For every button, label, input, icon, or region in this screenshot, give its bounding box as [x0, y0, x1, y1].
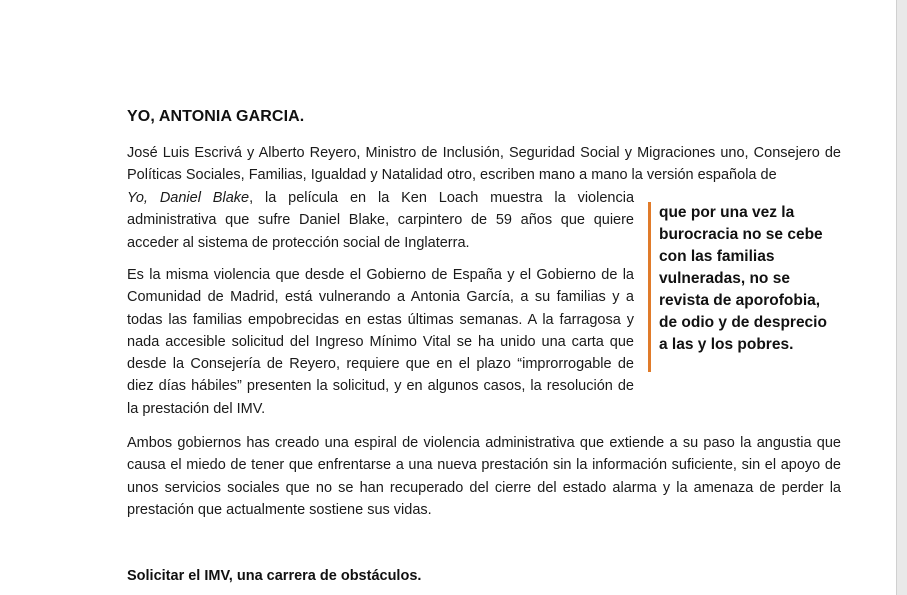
paragraph-governments: Ambos gobiernos has creado una espiral de violencia administrativa que extiende a su paso la angustia que causa el miedo de tener que enfrentarse a una nueva prestación sin la información suficiente, sin el apoyo de unos servicios sociales que no se han recuperado del cierre del estado alarma y la amenaza de perder la prestación que actualmente sostiene sus vidas.	[127, 435, 841, 518]
film-title: Yo, Daniel Blake	[127, 190, 250, 206]
paragraph-violence: Es la misma violencia que desde el Gobierno de España y el Gobierno de la Comunidad de Madrid, está vulnerando a Antonia García, a su familias y a todas las familias empobrecidas en estas últimas semanas. A la farragosa y nada accesible solicitud del Ingreso Mínimo Vital se ha unido una carta que desde la Consejería de Reyero, requiere que en el plazo “improrrogable de diez días hábiles” presenten la solicitud, y en algunos casos, la resolución de la prestación del IMV.	[127, 267, 634, 417]
paragraph-intro: José Luis Escrivá y Alberto Reyero, Ministro de Inclusión, Seguridad Social y Migraciones uno, Consejero de Políticas Sociales, Familias, Igualdad y Natalidad otro, escriben mano a mano la versión española de	[127, 145, 841, 184]
vertical-scrollbar[interactable]	[896, 0, 907, 595]
article-title: YO, ANTONIA GARCIA.	[127, 108, 305, 125]
paragraph-film-text: , la película en la Ken Loach muestra la violencia administrativa que sufre Daniel Blake, carpintero de 59 años que quiere acceder al sistema de protección social de Inglaterra.	[127, 190, 635, 251]
section-subheading: Solicitar el IMV, una carrera de obstáculos.	[127, 568, 422, 584]
pull-quote: que por una vez la burocracia no se cebe con las familias vulneradas, no se revista de aporofobia, de odio y de desprecio a las y los pobres.	[648, 202, 838, 372]
paragraph-film	[127, 187, 634, 254]
